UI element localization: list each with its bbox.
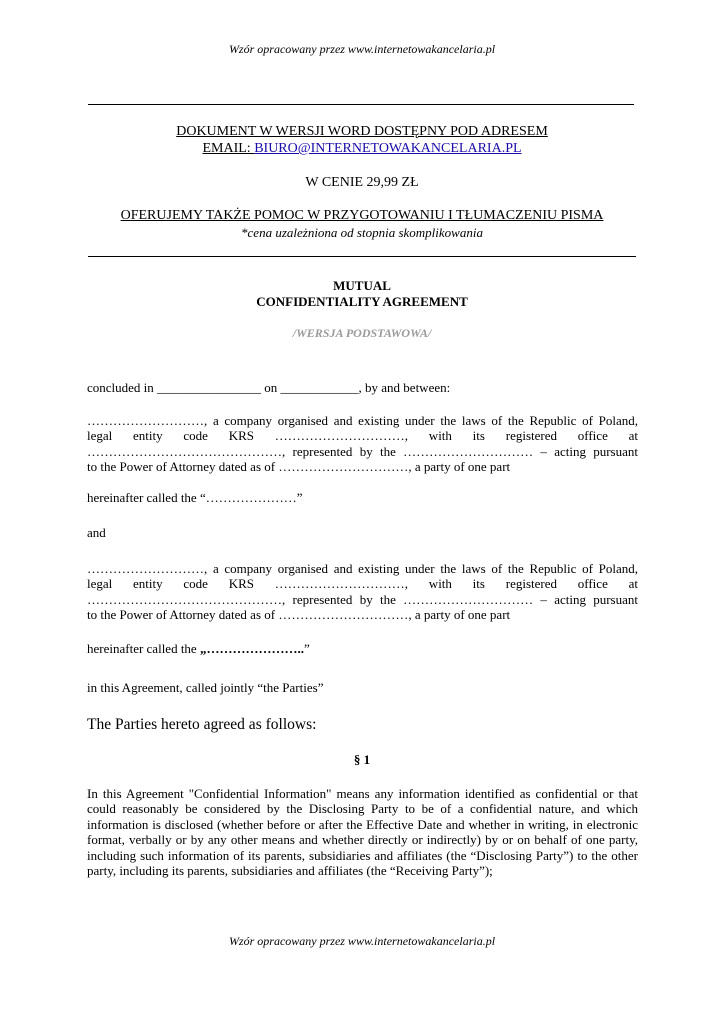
promo-price-note: *cena uzależniona od stopnia skomplikowania xyxy=(241,225,483,240)
promo-email-line: EMAIL: BIURO@INTERNETOWAKANCELARIA.PL xyxy=(202,141,522,156)
party2-line3: ………………………………………, represented by the ………………………… – acting pursuant xyxy=(87,591,638,607)
party2-line4: to the Power of Attorney dated as of …………………………, a party of one part xyxy=(87,607,511,623)
jointly-line: in this Agreement, called jointly “the Parties” xyxy=(87,680,324,695)
party1-line4: to the Power of Attorney dated as of …………………………, a party of one part xyxy=(87,459,511,475)
party2-line2: legal entity code KRS …………………………, with its registered office at xyxy=(87,576,638,592)
promo-help: OFERUJEMY TAKŻE POMOC W PRZYGOTOWANIU I TŁUMACZENIU PISMA xyxy=(120,208,604,223)
concluded-line: concluded in ________________ on ____________, by and between: xyxy=(87,380,451,395)
party1-line3: ………………………………………, represented by the ………………………… – acting pursuant xyxy=(87,443,638,459)
section-1-heading: § 1 xyxy=(353,752,371,767)
hereinafter2: hereinafter called the „…………………..” xyxy=(87,641,310,656)
footer-note: Wzór opracowany przez www.internetowakancelaria.pl xyxy=(228,934,496,948)
party1-block xyxy=(87,413,638,475)
promo-price: W CENIE 29,99 ZŁ xyxy=(305,175,419,190)
party2-block xyxy=(87,561,638,623)
email-link[interactable]: BIURO@INTERNETOWAKANCELARIA.PL xyxy=(254,141,522,156)
section-1-text: In this Agreement "Confidential Information" means any information identified as confidential or that could reasonably be considered by the Disclosing Party to be of a confidential nature, and which information is disclosed (whether before or after the Effective Date and whether in writing, in electronic format, verbally or by any other means and whether directly or indirectly) by or on behalf of one party, including such information of its parents, subsidiaries and affiliates (the “Disclosing Party”) to the other party, including its parents, subsidiaries and affiliates (the “Receiving Party”); xyxy=(87,786,638,879)
promo-line1: DOKUMENT W WERSJI WORD DOSTĘPNY POD ADRESEM xyxy=(176,124,548,139)
title-line2: CONFIDENTIALITY AGREEMENT xyxy=(256,294,468,309)
version-label: /WERSJA PODSTAWOWA/ xyxy=(292,326,432,340)
divider-thin xyxy=(88,256,636,257)
and-line: and xyxy=(87,525,106,540)
divider-thick xyxy=(88,104,634,105)
party1-line1: ………………………, a company organised and existing under the laws of the Republic of Poland, xyxy=(87,413,638,428)
party1-line2: legal entity code KRS …………………………, with its registered office at xyxy=(87,428,638,444)
title-line1: MUTUAL xyxy=(333,278,391,293)
agreed-line: The Parties hereto agreed as follows: xyxy=(87,716,317,733)
party2-line1: ………………………, a company organised and existing under the laws of the Republic of Poland, xyxy=(87,561,638,576)
header-note: Wzór opracowany przez www.internetowakancelaria.pl xyxy=(228,42,496,56)
hereinafter1: hereinafter called the “…………………” xyxy=(87,490,303,505)
